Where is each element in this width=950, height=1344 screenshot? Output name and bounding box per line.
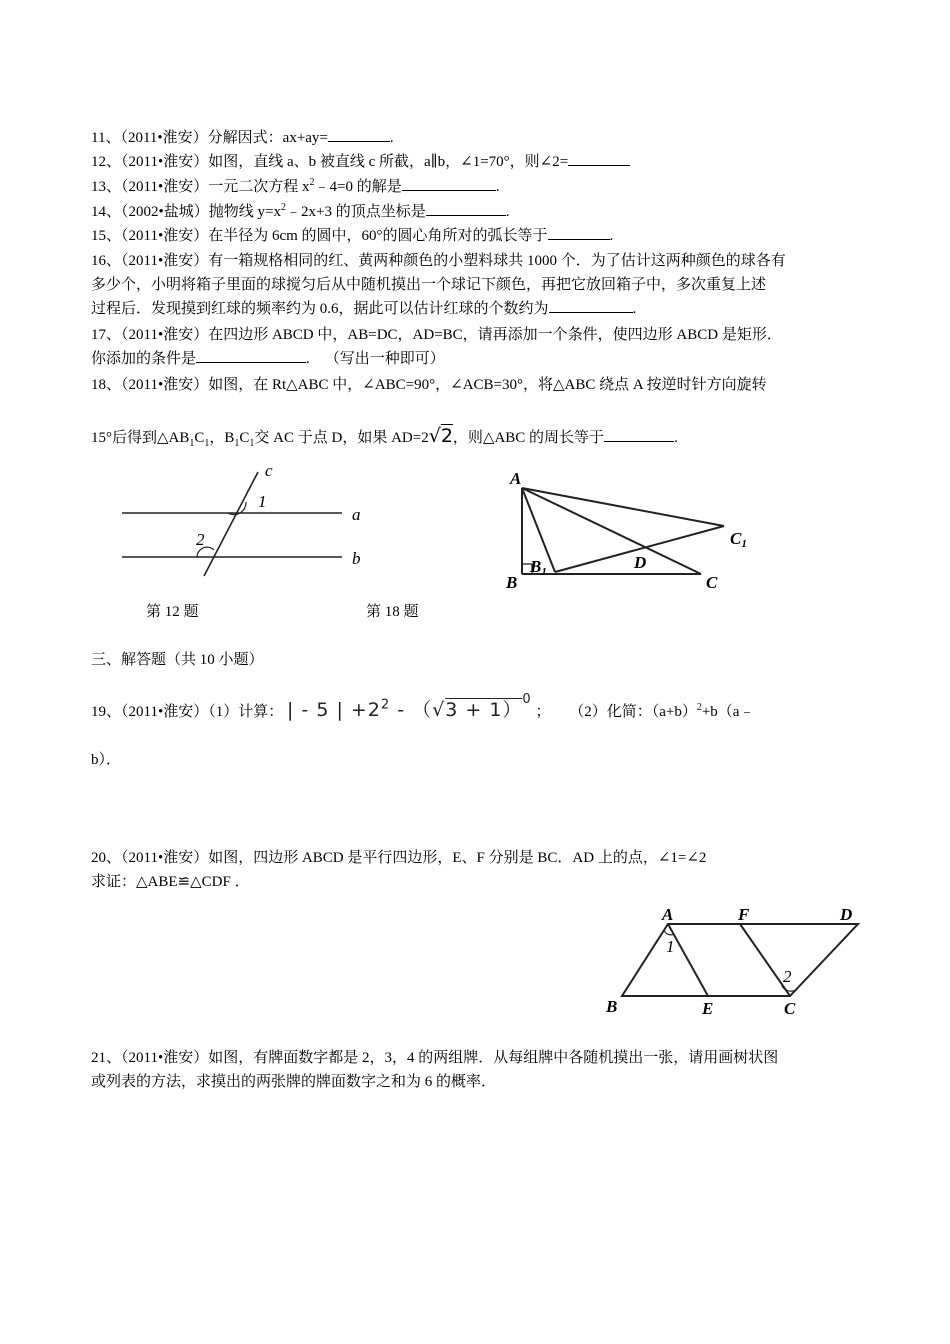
- question-20: 20、（2011•淮安）如图，四边形 ABCD 是平行四边形，E、F 分别是 BC．AD 上的点，∠1=∠2 求证：△ABE≌△CDF ．: [91, 850, 707, 890]
- label-a: a: [352, 505, 361, 524]
- question-13: 13、（2011•淮安）一元二次方程 $x^2﹣4=0$ 的解是 .: [91, 177, 500, 195]
- label-angle-1: 1: [666, 937, 675, 956]
- label-B: B: [506, 573, 518, 592]
- answer-blank: [426, 200, 506, 216]
- label-b: b: [352, 549, 361, 568]
- label-D: D: [840, 905, 853, 924]
- label-B: B: [606, 997, 618, 1016]
- figure-12: [110, 460, 380, 585]
- label-c: c: [265, 461, 273, 480]
- question-15: 15、（2011•淮安）在半径为 6cm 的圆中，60°的圆心角所对的弧长等于 .: [91, 224, 871, 248]
- figure-18-caption: 第 18 题: [366, 604, 419, 620]
- label-angle-2: 2: [783, 967, 792, 986]
- label-E: E: [702, 999, 714, 1018]
- expression-19-1: | - 5 | $+2^2 - (√3 + 1)^0$: [286, 691, 532, 721]
- answer-blank: [402, 175, 496, 191]
- answer-blank: [548, 224, 610, 240]
- label-A: A: [662, 905, 674, 924]
- segment-AE: [668, 924, 708, 996]
- question-18-line2: 15°后得到$\triangle AB_1C_1$，$B_1C_1$交 AC 于点 D，如果 AD=2√2，则△ABC 的周长等于 .: [91, 425, 678, 449]
- question-19: 19、（2011•淮安）（1）计算： | - 5 | $+2^2 - (√3 + 1)^0$ ； （2）化简：$(a+b)^2+b(a﹣$: [91, 691, 755, 721]
- section-title: 三、解答题（共 10 小题）: [91, 652, 264, 668]
- label-C: C: [706, 573, 718, 592]
- answer-blank: [196, 347, 306, 363]
- answer-blank: [328, 126, 390, 142]
- question-11: 11、（2011•淮安）分解因式：ax+ay= .: [91, 126, 871, 150]
- parallelogram-ABCD: [622, 924, 858, 996]
- line-c: [204, 472, 258, 576]
- figure-12-caption: 第 12 题: [146, 604, 199, 620]
- question-21: 21、（2011•淮安）如图，有牌面数字都是 2，3，4 的两组牌．从每组牌中各随机摸出一张，请用画树状图 或列表的方法，求摸出的两张牌的牌面数字之和为 6 的概率．: [91, 1050, 779, 1090]
- segment-AC: [522, 488, 701, 574]
- question-16: 16、（2011•淮安）有一箱规格相同的红、黄两种颜色的小塑料球共 1000 个．为了估计这两种颜色的球各有 多少个，小明将箱子里面的球搅匀后从中随机摸出一个球记下颜色，再把它放回箱子中，多次重复上述 过程后．发现摸到红球的频率约为 0.6，据此可以估计红球的个数约为 .: [91, 253, 786, 317]
- sqrt-2-symbol: √2: [428, 425, 453, 447]
- answer-blank: [568, 150, 630, 166]
- label-angle-1: 1: [258, 492, 267, 511]
- label-D: D: [634, 553, 647, 572]
- figure-20: [600, 900, 870, 1025]
- answer-blank: [549, 297, 633, 313]
- question-19-line2: b）．: [91, 752, 122, 768]
- answer-blank: [604, 426, 674, 442]
- question-17: 17、（2011•淮安）在四边形 ABCD 中，AB=DC，AD=BC，请再添加一个条件，使四边形 ABCD 是矩形． 你添加的条件是 . （写出一种即可）: [91, 327, 782, 367]
- label-C: C: [784, 999, 796, 1018]
- question-14: 14、（2002•盐城）抛物线 $y=x^2﹣2x+3$ 的顶点坐标是 .: [91, 202, 510, 220]
- figure-18: [498, 466, 768, 596]
- question-12: 12、（2011•淮安）如图，直线 a、b 被直线 c 所截，a∥b，∠1=70°，则∠2=: [91, 150, 871, 174]
- label-angle-2: 2: [196, 530, 205, 549]
- label-C1: C1: [730, 529, 747, 550]
- question-18: 18、（2011•淮安）如图，在 Rt△ABC 中，∠ABC=90°，∠ACB=30°，将△ABC 绕点 A 按逆时针方向旋转: [91, 377, 767, 393]
- segment-AC1: [522, 488, 724, 526]
- label-B1: B1: [530, 557, 547, 578]
- label-F: F: [738, 905, 750, 924]
- label-A: A: [510, 469, 522, 488]
